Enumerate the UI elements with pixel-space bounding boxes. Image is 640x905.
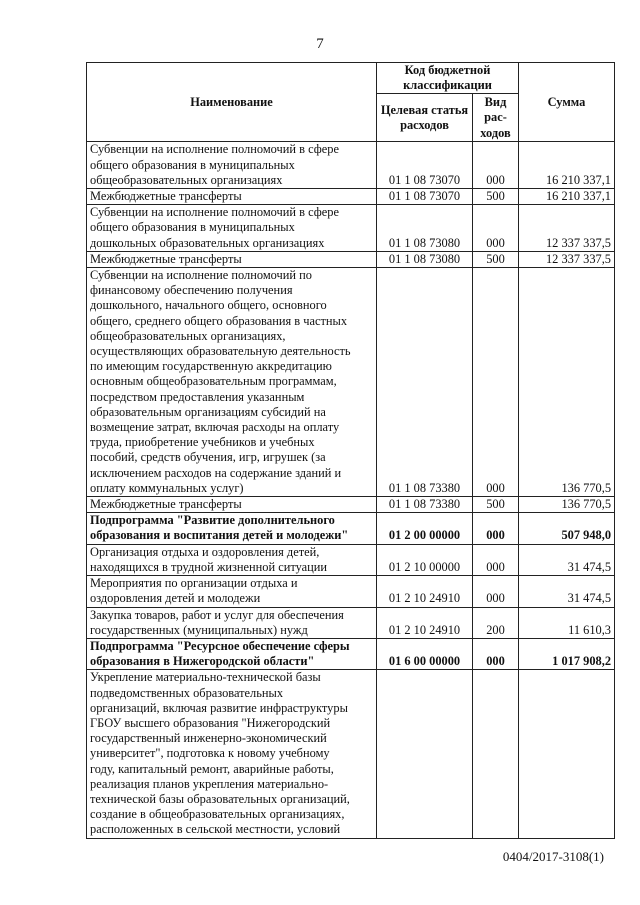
- row-name: Межбюджетные трансферты: [87, 251, 377, 267]
- table-row: [87, 205, 615, 252]
- header-sum: Сумма: [519, 63, 615, 142]
- header-name: Наименование: [87, 63, 377, 142]
- table-row: [87, 497, 615, 513]
- row-amount: 12 337 337,5: [519, 205, 615, 252]
- row-expense-type: 000: [473, 638, 519, 669]
- row-name: Субвенции на исполнение полномочий в сфере общего образования в муниципальных дошкольных образовательных организациях: [87, 205, 377, 252]
- row-name: Закупка товаров, работ и услуг для обеспечения государственных (муниципальных) нужд: [87, 607, 377, 638]
- budget-table: [86, 62, 615, 839]
- table-row: [87, 670, 615, 838]
- header-target-item: Целевая статья расходов: [377, 94, 473, 142]
- row-target-code: 01 1 08 73080: [377, 205, 473, 252]
- row-amount: 11 610,3: [519, 607, 615, 638]
- budget-table-header: [87, 63, 615, 142]
- row-expense-type: 200: [473, 607, 519, 638]
- table-row: [87, 189, 615, 205]
- table-row: [87, 544, 615, 575]
- row-target-code: 01 2 00 00000: [377, 513, 473, 544]
- row-expense-type: 000: [473, 142, 519, 189]
- row-amount: 1 017 908,2: [519, 638, 615, 669]
- row-amount: 12 337 337,5: [519, 251, 615, 267]
- row-target-code: 01 1 08 73070: [377, 142, 473, 189]
- row-target-code: 01 2 10 24910: [377, 576, 473, 607]
- row-name: Подпрограмма "Развитие дополнительного образования и воспитания детей и молодежи": [87, 513, 377, 544]
- row-target-code: 01 1 08 73070: [377, 189, 473, 205]
- row-expense-type: 500: [473, 189, 519, 205]
- document-code: 0404/2017-3108(1): [502, 849, 604, 864]
- row-name: Укрепление материально-технической базы подведомственных образовательных организаций, включая развитие инфраструктуры ГБОУ высшего образования "Нижегородский государственный инженерно-экономический университет", подготовка к новому учебному году, капитальный ремонт, аварийные работы, реализация планов укрепления материально- технической базы образовательных организаций, создание в общеобразовательных организациях, расположенных в сельской местности, условий: [87, 670, 377, 838]
- row-target-code: 01 1 08 73380: [377, 268, 473, 497]
- row-expense-type: 000: [473, 268, 519, 497]
- row-name: Мероприятия по организации отдыха и оздоровления детей и молодежи: [87, 576, 377, 607]
- row-expense-type: [473, 670, 519, 838]
- header-budget-code: Код бюджетной классификации: [377, 63, 519, 94]
- row-expense-type: 000: [473, 205, 519, 252]
- table-row: [87, 142, 615, 189]
- row-target-code: 01 2 10 00000: [377, 544, 473, 575]
- row-expense-type: 500: [473, 251, 519, 267]
- row-amount: 31 474,5: [519, 544, 615, 575]
- row-expense-type: 000: [473, 576, 519, 607]
- row-name: Организация отдыха и оздоровления детей, находящихся в трудной жизненной ситуации: [87, 544, 377, 575]
- row-name: Субвенции на исполнение полномочий в сфере общего образования в муниципальных общеобразовательных организациях: [87, 142, 377, 189]
- table-row: [87, 607, 615, 638]
- row-name: Подпрограмма "Ресурсное обеспечение сферы образования в Нижегородской области": [87, 638, 377, 669]
- table-row: [87, 251, 615, 267]
- row-amount: 136 770,5: [519, 268, 615, 497]
- row-target-code: 01 1 08 73380: [377, 497, 473, 513]
- row-target-code: 01 1 08 73080: [377, 251, 473, 267]
- table-row: [87, 268, 615, 497]
- row-amount: [519, 670, 615, 838]
- row-target-code: 01 2 10 24910: [377, 607, 473, 638]
- row-amount: 16 210 337,1: [519, 142, 615, 189]
- row-amount: 136 770,5: [519, 497, 615, 513]
- table-row: [87, 513, 615, 544]
- row-amount: 31 474,5: [519, 576, 615, 607]
- row-expense-type: 000: [473, 544, 519, 575]
- row-target-code: 01 6 00 00000: [377, 638, 473, 669]
- header-expense-type: Вид рас-ходов: [473, 94, 519, 142]
- row-name: Межбюджетные трансферты: [87, 497, 377, 513]
- budget-table-body: [87, 142, 615, 838]
- row-expense-type: 500: [473, 497, 519, 513]
- row-amount: 507 948,0: [519, 513, 615, 544]
- row-name: Субвенции на исполнение полномочий по финансовому обеспечению получения дошкольного, начального общего, основного общего, среднего общего образования в частных общеобразовательных организациях, осуществляющих образовательную деятельность по имеющим государственную аккредитацию основным общеобразовательным программам, посредством предоставления указанным образовательным организациям субсидий на возмещение затрат, включая расходы на оплату труда, приобретение учебников и учебных пособий, средств обучения, игр, игрушек (за исключением расходов на содержание зданий и оплату коммунальных услуг): [87, 268, 377, 497]
- row-name: Межбюджетные трансферты: [87, 189, 377, 205]
- table-row: [87, 576, 615, 607]
- row-amount: 16 210 337,1: [519, 189, 615, 205]
- table-row: [87, 638, 615, 669]
- row-expense-type: 000: [473, 513, 519, 544]
- page-number: 7: [316, 36, 324, 52]
- row-target-code: [377, 670, 473, 838]
